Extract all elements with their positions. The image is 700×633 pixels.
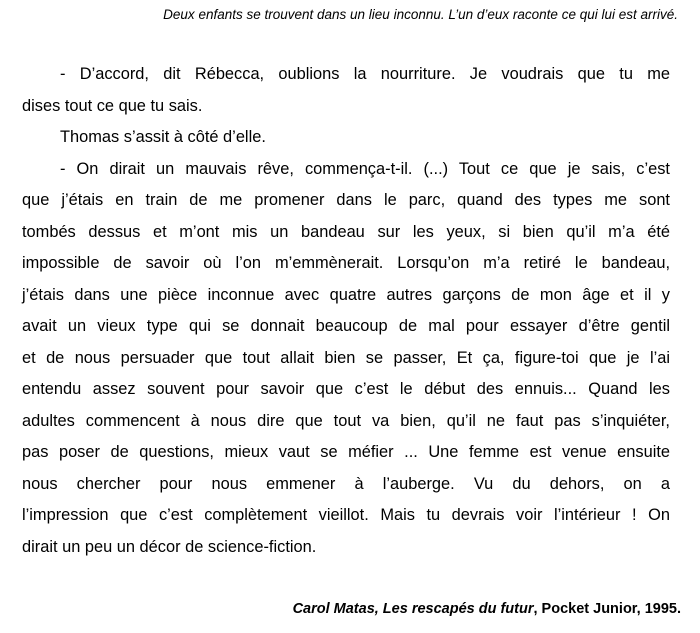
story-text	[22, 59, 670, 563]
text-line: pas poser de questions, mieux vaut se méfier ... Une femme est venue ensuite	[22, 443, 670, 461]
intro-text: Deux enfants se trouvent dans un lieu inconnu. L’un d’eux raconte ce qui lui est arrivé.	[163, 7, 678, 22]
text-line: j’étais dans une pièce inconnue avec quatre autres garçons de mon âge et il y	[22, 285, 670, 304]
source-citation	[293, 600, 681, 618]
text-line: impossible de savoir où l’on m’emmènerait. Lorsqu’on m’a retiré le bandeau,	[22, 254, 670, 272]
text-line: avait un vieux type qui se donnait beaucoup de mal pour essayer d’être gentil	[22, 317, 670, 335]
citation-author-title: Carol Matas, Les rescapés du futur	[292, 601, 534, 617]
text-line: dises tout ce que tu sais.	[22, 96, 203, 115]
text-line: tombés dessus et m’ont mis un bandeau sur les yeux, si bien qu’il m’a été	[22, 222, 670, 241]
text-line: nous chercher pour nous emmener à l’auberge. Vu du dehors, on a	[22, 474, 670, 493]
text-line: et de nous persuader que tout allait bien se passer, Et ça, figure-toi que je l’ai	[22, 348, 670, 367]
text-line: dirait un peu un décor de science-fiction.	[22, 537, 317, 556]
text-line: Thomas s’assit à côté d’elle.	[60, 128, 266, 146]
text-line: entendu assez souvent pour savoir que c’est le début des ennuis... Quand les	[22, 380, 670, 398]
text-line: que j’étais en train de me promener dans le parc, quand des types me sont	[22, 191, 670, 209]
text-line: - On dirait un mauvais rêve, commença-t-il. (...) Tout ce que je sais, c’est	[60, 159, 670, 178]
citation-publisher: , Pocket Junior, 1995.	[533, 601, 681, 617]
text-line: - D’accord, dit Rébecca, oublions la nourriture. Je voudrais que tu me	[60, 65, 670, 83]
text-line: l’impression que c’est complètement vieillot. Mais tu devrais voir l’intérieur ! On	[22, 506, 670, 524]
text-line: adultes commencent à nous dire que tout va bien, qu’il ne faut pas s’inquiéter,	[22, 411, 670, 430]
